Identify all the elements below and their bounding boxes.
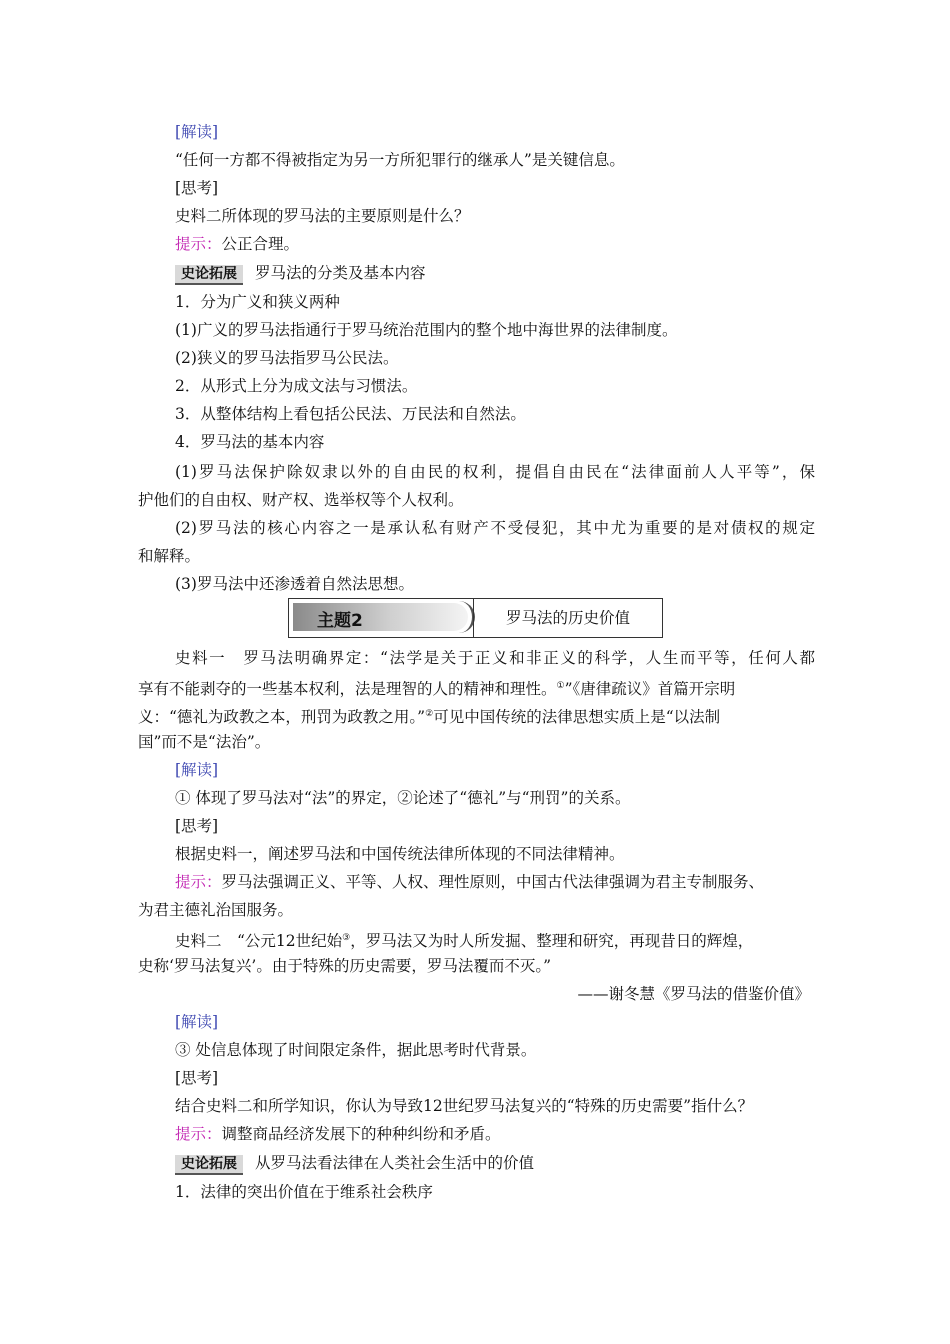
topic-label: 主题2 [317,611,363,631]
footnote-marker: ① [556,681,565,691]
hint-text: 公正合理。 [221,235,300,253]
source-paragraph [138,704,778,727]
section-label-thinking: [思考] [175,179,219,197]
paragraph: “任何一方都不得被指定为另一方所犯罪行的继承人”是关键信息。 [175,151,625,169]
list-item-continuation: 护他们的自由权、财产权、选举权等个人权利。 [138,491,464,509]
text-run: ，罗马法又为时人所发掘、整理和研究，再现昔日的辉煌， [350,932,754,950]
section-label-interpretation: [解读] [175,1013,219,1031]
list-item: (2)罗马法的核心内容之一是承认私有财产不受侵犯，其中尤为重要的是对债权的规定 [175,519,815,537]
list-item: (3)罗马法中还渗透着自然法思想。 [175,575,414,593]
source-paragraph: 史称‘罗马法复兴’。由于特殊的历史需要，罗马法覆而不灭。” [138,957,552,975]
source-paragraph [175,928,815,951]
list-item: (1)广义的罗马法指通行于罗马统治范围内的整个地中海世界的法律制度。 [175,321,678,339]
topic-title: 罗马法的历史价值 [505,609,630,627]
text-run: 史料二 “公元12世纪始 [175,932,343,950]
question-text: 结合史料二和所学知识，你认为导致12世纪罗马法复兴的“特殊的历史需要”指什么？ [175,1097,754,1115]
topic-header [288,598,663,638]
hint-line [175,872,815,892]
list-item: (1)罗马法保护除奴隶以外的自由民的权利，提倡自由民在“法律面前人人平等”，保 [175,463,815,481]
text-run: 可见中国传统的法律思想实质上是“以法制 [433,708,721,726]
extension-title: 从罗马法看法律在人类社会生活中的价值 [255,1154,535,1172]
hint-text: 罗马法强调正义、平等、人权、理性原则，中国古代法律强调为君主专制服务、 [221,873,765,891]
hint-continuation: 为君主德礼治国服务。 [138,901,294,919]
paragraph: ③ 处信息体现了时间限定条件，据此思考时代背景。 [175,1041,537,1059]
citation: ——谢冬慧《罗马法的借鉴价值》 [577,985,810,1003]
hint-line [175,1124,815,1144]
footnote-marker: ② [425,709,434,719]
extension-heading [175,263,815,285]
topic-arc-decoration [444,601,475,633]
text-run: 享有不能剥夺的一些基本权利，法是理智的人的精神和理性。 [138,680,557,698]
list-item-continuation: 和解释。 [138,547,201,565]
section-label-thinking: [思考] [175,1069,219,1087]
question-text: 根据史料一，阐述罗马法和中国传统法律所体现的不同法律精神。 [175,845,625,863]
hint-line [175,234,815,254]
list-item: 1．分为广义和狭义两种 [175,293,340,311]
section-label-interpretation: [解读] [175,761,219,779]
hint-text: 调整商品经济发展下的种种纠纷和矛盾。 [221,1125,501,1143]
hint-label: 提示： [175,1125,222,1143]
extension-tag: 史论拓展 [175,1155,243,1175]
hint-label: 提示： [175,235,222,253]
text-run: ”《唐律疏议》首篇开宗明 [564,680,736,698]
source-paragraph: 国”而不是“法治”。 [138,733,271,751]
footnote-marker: ③ [342,933,351,943]
list-item: 2．从形式上分为成文法与习惯法。 [175,377,418,395]
source-paragraph: 史料一 罗马法明确界定：“法学是关于正义和非正义的科学，人生而平等，任何人都 [175,649,815,667]
question-text: 史料二所体现的罗马法的主要原则是什么？ [175,207,470,225]
section-label-thinking: [思考] [175,817,219,835]
text-run: 义：“德礼为政教之本，刑罚为政教之用。” [138,708,426,726]
paragraph: ① 体现了罗马法对“法”的界定，②论述了“德礼”与“刑罚”的关系。 [175,789,631,807]
extension-heading [175,1153,815,1175]
list-item: (2)狭义的罗马法指罗马公民法。 [175,349,399,367]
list-item: 4．罗马法的基本内容 [175,433,325,451]
section-label-interpretation: [解读] [175,123,219,141]
extension-tag: 史论拓展 [175,265,243,285]
hint-label: 提示： [175,873,222,891]
topic-label-badge [293,603,468,631]
list-item: 3．从整体结构上看包括公民法、万民法和自然法。 [175,405,526,423]
list-item: 1．法律的突出价值在于维系社会秩序 [175,1183,433,1201]
extension-title: 罗马法的分类及基本内容 [255,264,426,282]
source-paragraph [138,676,778,699]
